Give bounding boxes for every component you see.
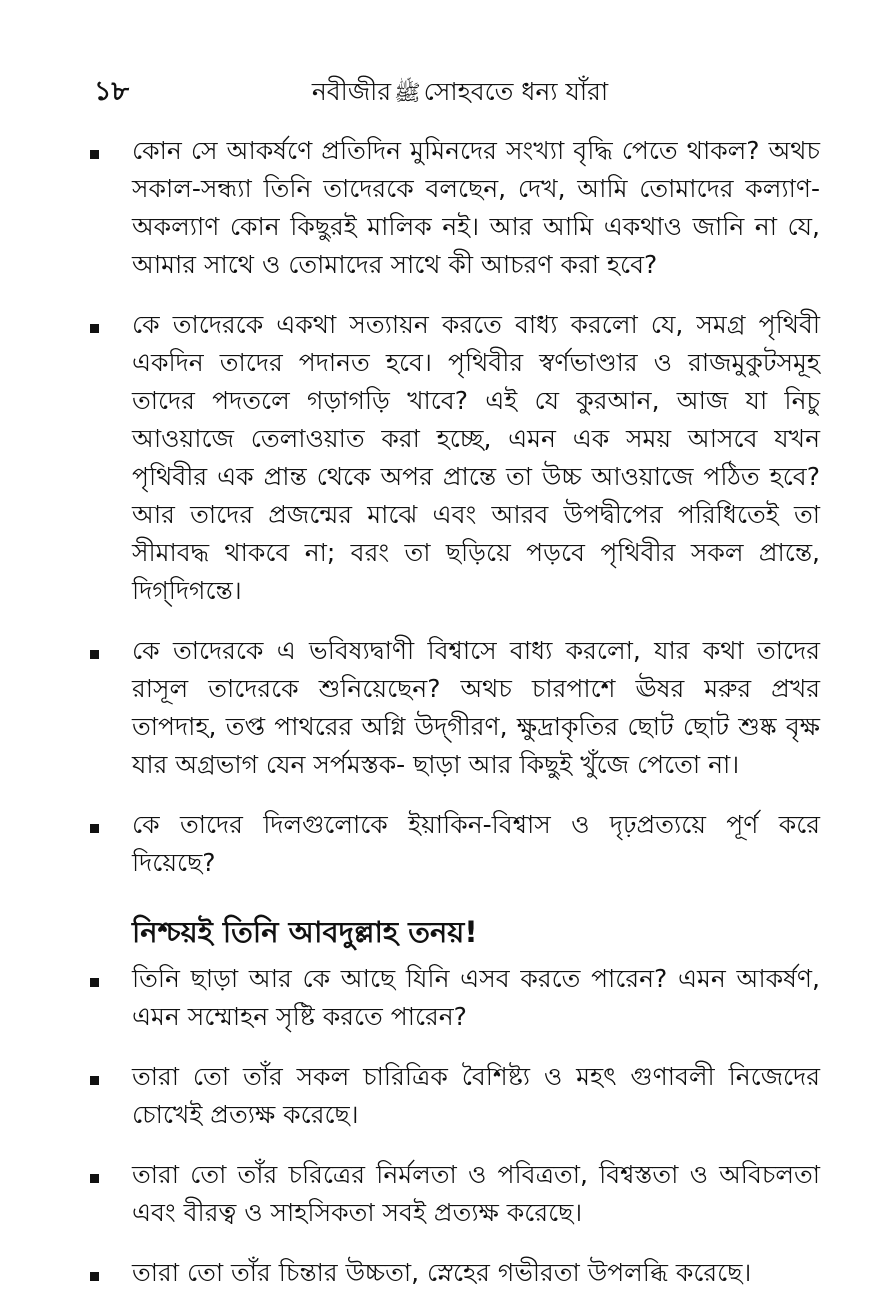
list-item	[90, 1156, 820, 1232]
list-item-text: তারা তো তাঁর চিন্তার উচ্চতা, স্নেহের গভীরতা উপলব্ধি করেছে।	[132, 1258, 752, 1287]
square-bullet-icon	[90, 1272, 99, 1281]
list-item	[90, 1058, 820, 1134]
running-title-part1: নবীজীর	[311, 77, 392, 106]
list-item	[90, 632, 820, 784]
list-item-text: কে তাদের দিলগুলোকে ইয়াকিন-বিশ্বাস ও দৃঢ়প্রত্যয়ে পূর্ণ করে দিয়েছে?	[132, 810, 820, 877]
square-bullet-icon	[90, 824, 99, 833]
statement-list	[90, 960, 820, 1292]
list-item-text: তারা তো তাঁর সকল চারিত্রিক বৈশিষ্ট্য ও মহৎ গুণাবলী নিজেদের চোখেই প্রত্যক্ষ করেছে।	[132, 1062, 820, 1129]
square-bullet-icon	[90, 1076, 99, 1085]
list-item-text: কে তাদেরকে একথা সত্যায়ন করতে বাধ্য করলো যে, সমগ্র পৃথিবী একদিন তাদের পদানত হবে। পৃথিবীর স্বর্ণভাণ্ডার ও রাজমুকুটসমূহ তাদের পদতলে গড়াগড়ি খাবে? এই যে কুরআন, আজ যা নিচু আওয়াজে তেলাওয়াত করা হচ্ছে, এমন এক সময় আসবে যখন পৃথিবীর এক প্রান্ত থেকে অপর প্রান্তে তা উচ্চ আওয়াজে পঠিত হবে? আর তাদের প্রজন্মের মাঝে এবং আরব উপদ্বীপের পরিধিতেই তা সীমাবদ্ধ থাকবে না; বরং তা ছড়িয়ে পড়বে পৃথিবীর সকল প্রান্তে, দিগ্‌দিগন্তে।	[132, 310, 820, 605]
list-item-text: কোন সে আকর্ষণে প্রতিদিন মুমিনদের সংখ্যা বৃদ্ধি পেতে থাকল? অথচ সকাল-সন্ধ্যা তিনি তাদেরকে বলছেন, দেখ, আমি তোমাদের কল্যাণ-অকল্যাণ কোন কিছুরই মালিক নই। আর আমি একথাও জানি না যে, আমার সাথে ও তোমাদের সাথে কী আচরণ করা হবে?	[132, 136, 820, 279]
salawat-seal-icon: ﷺ	[394, 81, 421, 106]
list-item	[90, 132, 820, 284]
list-item-text: কে তাদেরকে এ ভবিষ্যদ্বাণী বিশ্বাসে বাধ্য করলো, যার কথা তাদের রাসূল তাদেরকে শুনিয়েছেন? অথচ চারপাশে ঊষর মরুর প্রখর তাপদাহ, তপ্ত পাথরের অগ্নি উদ্‌গীরণ, ক্ষুদ্রাকৃতির ছোট ছোট শুষ্ক বৃক্ষ যার অগ্রভাগ যেন সর্পমস্তক- ছাড়া আর কিছুই খুঁজে পেতো না।	[132, 636, 820, 779]
square-bullet-icon	[90, 1174, 99, 1183]
list-item	[90, 306, 820, 610]
question-list	[90, 132, 820, 882]
square-bullet-icon	[90, 150, 99, 159]
list-item	[90, 960, 820, 1036]
list-item-text: তারা তো তাঁর চরিত্রের নির্মলতা ও পবিত্রতা, বিশ্বস্ততা ও অবিচলতা এবং বীরত্ব ও সাহসিকতা সবই প্রত্যক্ষ করেছে।	[132, 1160, 820, 1227]
page-number: ১৮	[94, 76, 130, 107]
square-bullet-icon	[90, 324, 99, 333]
section-heading: নিশ্চয়ই তিনি আবদুল্লাহ তনয়!	[132, 915, 478, 949]
square-bullet-icon	[90, 978, 99, 987]
square-bullet-icon	[90, 650, 99, 659]
running-title-part2: সোহবতে ধন্য যাঁরা	[423, 77, 609, 106]
page-header	[0, 72, 869, 112]
running-title	[260, 72, 660, 114]
list-item	[90, 1254, 820, 1292]
page-body	[90, 132, 820, 1314]
list-item	[90, 806, 820, 882]
list-item-text: তিনি ছাড়া আর কে আছে যিনি এসব করতে পারেন? এমন আকর্ষণ, এমন সম্মোহন সৃষ্টি করতে পারেন?	[132, 964, 820, 1031]
